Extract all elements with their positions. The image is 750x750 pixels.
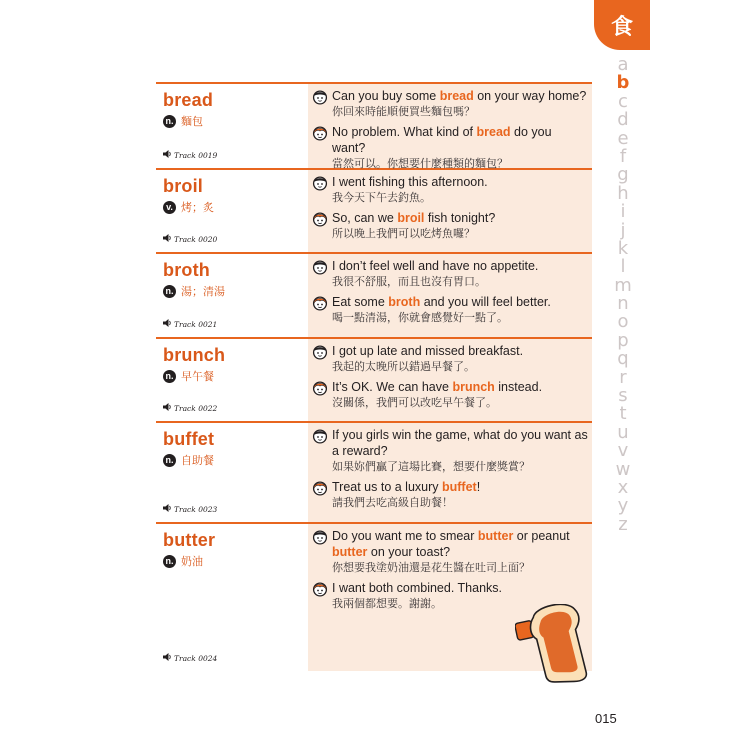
meaning: 奶油 [181,556,203,568]
speaker-icon [163,504,174,514]
english-sentence [332,528,588,560]
part-of-speech-badge: v. [163,201,176,214]
english-sentence [332,427,588,459]
entry-broth [156,254,592,339]
meaning: 自助餐 [181,455,214,467]
alphabet-letter-f[interactable]: f [619,145,627,167]
highlight-word: bread [476,125,511,139]
highlight-word: butter [332,545,368,559]
toast-illustration [515,604,591,690]
girl-face-icon [312,380,328,396]
chinese-translation: 我起的太晚所以錯過早餐了。 [332,361,475,373]
english-sentence [332,88,588,104]
chinese-translation: 所以晚上我們可以吃烤魚囉？ [332,228,475,240]
entry-brunch [156,339,592,423]
track-label: Track 0019 [174,150,218,160]
highlight-word: bread [439,89,474,103]
chinese-translation: 我很不舒服，而且也沒有胃口。 [332,276,486,288]
highlight-word: butter [477,529,514,543]
dialogue-line [312,174,588,206]
dialogue-line [312,88,588,120]
alphabet-letter-a[interactable]: a [617,54,629,75]
dialogue-panel [308,254,592,337]
sentence-fragment: Can you buy some [332,89,440,103]
meaning: 麵包 [181,116,203,128]
speaker-icon [163,653,174,663]
track-label: Track 0021 [174,319,218,329]
boy-face-icon [312,259,328,275]
page-number: 015 [595,711,617,726]
chinese-translation: 喝一點清湯，你就會感覺好一點了。 [332,312,508,324]
sentence-fragment: Treat us to a luxury [332,480,442,494]
sentence-fragment: I went fishing this afternoon. [332,175,488,189]
track-label: Track 0022 [174,403,218,413]
alphabet-letter-y[interactable]: y [617,495,629,517]
boy-face-icon [312,428,328,444]
headword: broil [163,176,203,196]
track-label: Track 0024 [174,653,218,663]
chinese-translation: 沒關係，我們可以改吃早午餐了。 [332,397,497,409]
dialogue-line [312,294,588,326]
entry-headword-panel [156,254,308,337]
dialogue-line [312,528,588,576]
alphabet-letter-e[interactable]: e [617,127,629,149]
dialogue-line [312,124,588,172]
girl-face-icon [312,211,328,227]
girl-face-icon [312,295,328,311]
dialogue-line [312,427,588,475]
english-sentence [332,294,588,310]
sentence-fragment: I want both combined. Thanks. [332,581,503,595]
part-of-speech-badge: n. [163,454,176,467]
alphabet-letter-p[interactable]: p [617,329,629,351]
alphabet-letter-d[interactable]: d [617,109,629,131]
dialogue-line [312,479,588,511]
alphabet-letter-q[interactable]: q [617,348,629,370]
chinese-translation: 我兩個都想要。謝謝。 [332,598,442,610]
english-sentence [332,258,588,274]
alphabet-letter-i[interactable]: i [620,201,626,223]
chinese-translation: 你回來時能順便買些麵包嗎？ [332,106,475,118]
sentence-fragment: do you want? [332,125,552,155]
meaning: 湯；清湯 [181,286,225,298]
alphabet-letter-h[interactable]: h [617,182,629,204]
alphabet-letter-s[interactable]: s [618,385,628,407]
headword: bread [163,90,214,110]
alphabet-letter-r[interactable]: r [619,366,627,388]
alphabet-letter-v[interactable]: v [617,440,629,462]
part-of-speech-badge: n. [163,555,176,568]
alphabet-letter-t[interactable]: t [619,403,627,425]
sentence-fragment: If you girls win the game, what do you want as a reward? [332,428,588,458]
sentence-fragment: on your way home? [473,89,587,103]
chinese-translation: 請我們去吃高級自助餐！ [332,497,453,509]
alphabet-letter-o[interactable]: o [617,311,629,333]
category-tab[interactable]: 食 [594,0,650,50]
chinese-translation: 如果妳們贏了這場比賽，想要什麼獎賞？ [332,461,530,473]
sentence-fragment: Eat some [332,295,389,309]
english-sentence [332,479,588,495]
sentence-fragment: I don’t feel well and have no appetite. [332,259,539,273]
entry-broil [156,170,592,254]
english-sentence [332,124,588,156]
highlight-word: brunch [452,380,495,394]
sentence-fragment: It’s OK. We can have [332,380,453,394]
audio-track[interactable] [163,150,217,160]
track-label: Track 0023 [174,504,218,514]
sentence-fragment: fish tonight? [424,211,496,225]
chinese-translation: 你想要我塗奶油還是花生醬在吐司上面？ [332,562,530,574]
sentence-fragment: on your toast? [367,545,451,559]
english-sentence [332,580,588,596]
dialogue-line [312,379,588,411]
alphabet-index [611,56,635,534]
headword: brunch [163,345,226,365]
dialogue-panel [308,84,592,168]
entry-headword-panel [156,423,308,522]
headword: broth [163,260,210,280]
english-sentence [332,210,588,226]
entry-headword-panel [156,524,308,671]
vocabulary-list [156,82,592,671]
girl-face-icon [312,581,328,597]
alphabet-letter-m[interactable]: m [614,274,632,296]
part-of-speech-badge: n. [163,370,176,383]
audio-track[interactable] [163,504,217,514]
sentence-fragment: No problem. What kind of [332,125,477,139]
sentence-fragment: instead. [494,380,543,394]
boy-face-icon [312,529,328,545]
alphabet-letter-w[interactable]: w [615,458,631,480]
entry-headword-panel [156,339,308,421]
headword: butter [163,530,216,550]
alphabet-letter-j[interactable]: j [620,219,626,241]
english-sentence [332,174,588,190]
entry-bread [156,84,592,170]
audio-track[interactable] [163,319,217,329]
speaker-icon [163,403,174,413]
highlight-word: buffet [442,480,477,494]
headword: buffet [163,429,215,449]
english-sentence [332,379,588,395]
alphabet-letter-z[interactable]: z [618,513,628,535]
sentence-fragment: or peanut [513,529,570,543]
track-label: Track 0020 [174,234,218,244]
boy-face-icon [312,89,328,105]
meaning: 烤；炙 [181,202,214,214]
highlight-word: broil [397,211,425,225]
sentence-fragment: So, can we [332,211,398,225]
audio-track[interactable] [163,234,217,244]
english-sentence [332,343,588,359]
speaker-icon [163,319,174,329]
dialogue-panel [308,170,592,252]
girl-face-icon [312,480,328,496]
alphabet-letter-l[interactable]: l [620,256,626,278]
sentence-fragment: and you will feel better. [420,295,551,309]
speaker-icon [163,150,174,160]
alphabet-letter-g[interactable]: g [617,164,629,186]
entry-buffet [156,423,592,524]
alphabet-letter-k[interactable]: k [617,237,629,259]
dialogue-line [312,210,588,242]
part-of-speech-badge: n. [163,115,176,128]
audio-track[interactable] [163,403,217,413]
sentence-fragment: ! [476,480,481,494]
sentence-fragment: I got up late and missed breakfast. [332,344,524,358]
dialogue-panel [308,339,592,421]
entry-headword-panel [156,170,308,252]
dialogue-panel [308,423,592,522]
alphabet-letter-b[interactable]: b [616,72,630,94]
girl-face-icon [312,125,328,141]
alphabet-letter-n[interactable]: n [617,293,629,315]
sentence-fragment: Do you want me to smear [332,529,478,543]
dialogue-line [312,343,588,375]
speaker-icon [163,234,174,244]
meaning: 早午餐 [181,371,214,383]
alphabet-letter-u[interactable]: u [617,421,629,443]
dialogue-line [312,258,588,290]
alphabet-letter-c[interactable]: c [618,90,628,112]
chinese-translation: 我今天下午去釣魚。 [332,192,431,204]
entry-headword-panel [156,84,308,168]
audio-track[interactable] [163,653,217,663]
chinese-translation: 當然可以。你想要什麼種類的麵包？ [332,158,508,170]
highlight-word: broth [388,295,421,309]
alphabet-letter-x[interactable]: x [617,476,629,498]
boy-face-icon [312,175,328,191]
boy-face-icon [312,344,328,360]
part-of-speech-badge: n. [163,285,176,298]
